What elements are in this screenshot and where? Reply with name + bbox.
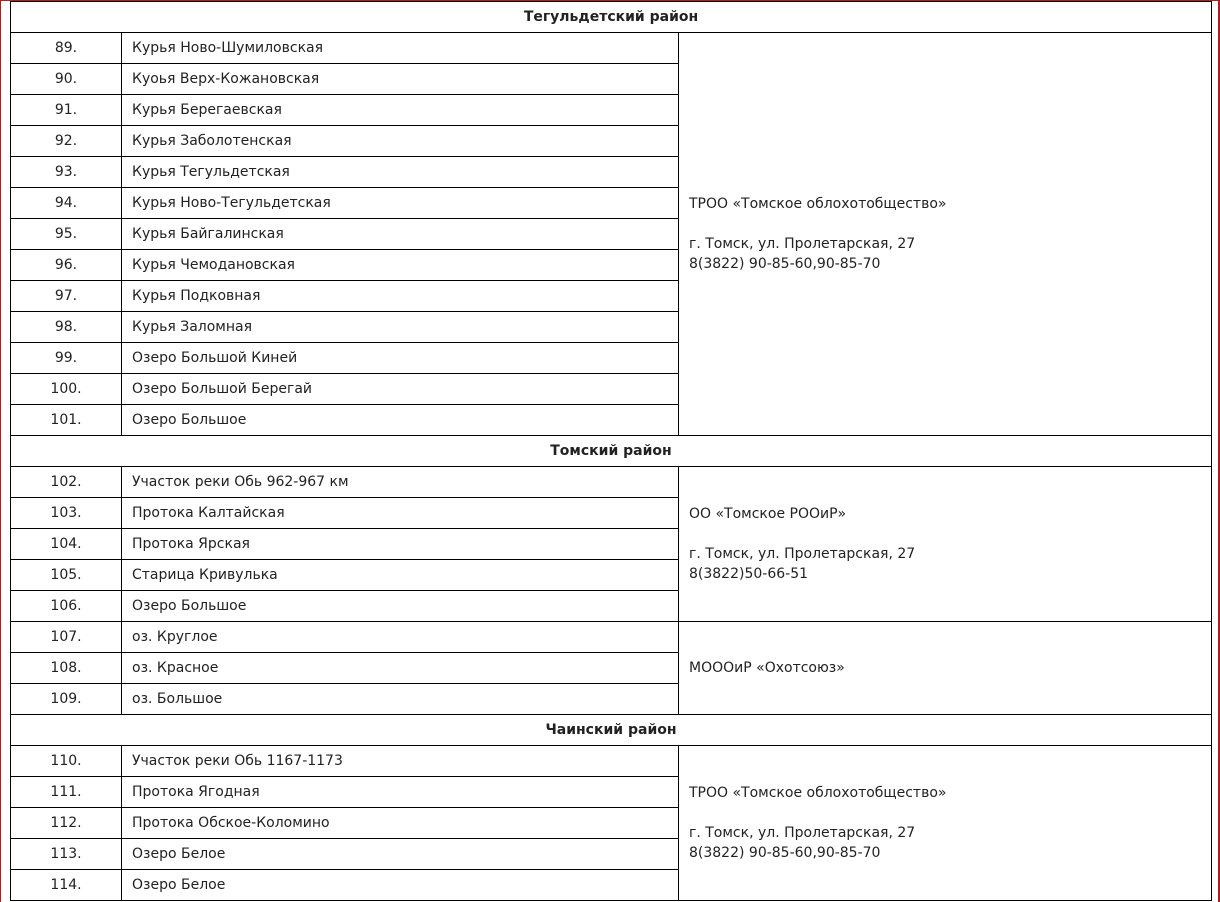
water-body-name: Протока Обское-Коломино	[122, 808, 679, 839]
row-number: 111.	[11, 777, 122, 808]
table-row	[11, 622, 1212, 653]
water-body-name: Участок реки Обь 1167-1173	[122, 746, 679, 777]
row-number: 112.	[11, 808, 122, 839]
row-number: 89.	[11, 33, 122, 64]
row-number: 105.	[11, 560, 122, 591]
table-row	[11, 467, 1212, 498]
water-body-name: Куоья Верх-Кожановская	[122, 64, 679, 95]
row-number: 102.	[11, 467, 122, 498]
organization-phone: 8(3822) 90-85-60,90-85-70	[689, 845, 881, 861]
row-number: 101.	[11, 405, 122, 436]
organization-name: МОООиР «Охотсоюз»	[689, 660, 845, 676]
water-body-name: Озеро Белое	[122, 839, 679, 870]
water-body-name: Курья Тегульдетская	[122, 157, 679, 188]
row-number: 103.	[11, 498, 122, 529]
water-bodies-table	[10, 1, 1212, 901]
row-number: 114.	[11, 870, 122, 901]
water-body-name: Протока Ягодная	[122, 777, 679, 808]
water-body-name: Курья Заломная	[122, 312, 679, 343]
water-body-name: оз. Круглое	[122, 622, 679, 653]
row-number: 97.	[11, 281, 122, 312]
row-number: 99.	[11, 343, 122, 374]
section-title: Тегульдетский район	[11, 2, 1212, 33]
water-body-name: Озеро Большой Киней	[122, 343, 679, 374]
water-body-name: Участок реки Обь 962-967 км	[122, 467, 679, 498]
water-body-name: Протока Ярская	[122, 529, 679, 560]
organization-cell	[679, 33, 1212, 436]
water-body-name: Курья Ново-Тегульдетская	[122, 188, 679, 219]
table-row	[11, 33, 1212, 64]
water-body-name: Озеро Большое	[122, 405, 679, 436]
water-body-name: Старица Кривулька	[122, 560, 679, 591]
water-body-name: Курья Заболотенская	[122, 126, 679, 157]
organization-name: ОО «Томское РООиР»	[689, 506, 847, 522]
row-number: 98.	[11, 312, 122, 343]
row-number: 94.	[11, 188, 122, 219]
organization-cell	[679, 467, 1212, 622]
organization-name: ТРОО «Томское облохотобщество»	[689, 196, 947, 212]
water-body-name: Озеро Большое	[122, 591, 679, 622]
row-number: 96.	[11, 250, 122, 281]
organization-phone: 8(3822)50-66-51	[689, 566, 809, 582]
water-body-name: Протока Калтайская	[122, 498, 679, 529]
water-body-name: Курья Ново-Шумиловская	[122, 33, 679, 64]
water-body-name: Курья Байгалинская	[122, 219, 679, 250]
water-body-name: оз. Большое	[122, 684, 679, 715]
row-number: 93.	[11, 157, 122, 188]
water-body-name: оз. Красное	[122, 653, 679, 684]
organization-phone: 8(3822) 90-85-60,90-85-70	[689, 256, 881, 272]
section-header-row	[11, 2, 1212, 33]
row-number: 90.	[11, 64, 122, 95]
row-number: 95.	[11, 219, 122, 250]
table-row	[11, 746, 1212, 777]
section-title: Чаинский район	[11, 715, 1212, 746]
row-number: 107.	[11, 622, 122, 653]
section-header-row	[11, 436, 1212, 467]
section-header-row	[11, 715, 1212, 746]
row-number: 109.	[11, 684, 122, 715]
row-number: 106.	[11, 591, 122, 622]
water-body-name: Курья Берегаевская	[122, 95, 679, 126]
row-number: 92.	[11, 126, 122, 157]
water-body-name: Озеро Белое	[122, 870, 679, 901]
water-body-name: Озеро Большой Берегай	[122, 374, 679, 405]
water-body-name: Курья Подковная	[122, 281, 679, 312]
organization-cell	[679, 746, 1212, 901]
section-title: Томский район	[11, 436, 1212, 467]
water-body-name: Курья Чемодановская	[122, 250, 679, 281]
organization-address: г. Томск, ул. Пролетарская, 27	[689, 546, 916, 562]
organization-name: ТРОО «Томское облохотобщество»	[689, 785, 947, 801]
row-number: 100.	[11, 374, 122, 405]
row-number: 108.	[11, 653, 122, 684]
organization-address: г. Томск, ул. Пролетарская, 27	[689, 825, 916, 841]
row-number: 113.	[11, 839, 122, 870]
row-number: 110.	[11, 746, 122, 777]
organization-address: г. Томск, ул. Пролетарская, 27	[689, 236, 916, 252]
row-number: 91.	[11, 95, 122, 126]
organization-cell	[679, 622, 1212, 715]
row-number: 104.	[11, 529, 122, 560]
